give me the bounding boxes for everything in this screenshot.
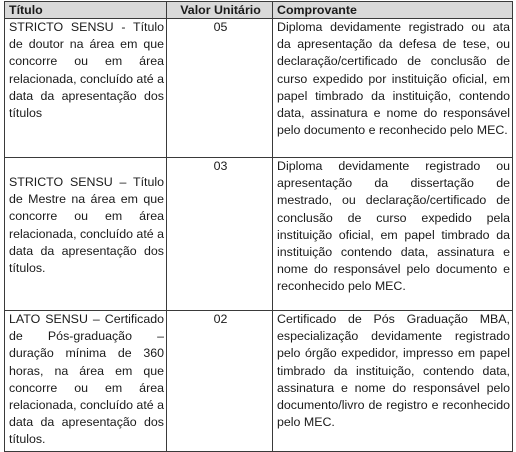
header-comprovante: Comprovante (273, 2, 513, 19)
row-titulo: LATO SENSU – Certificado de Pós-graduação – duração mínima de 360 horas, na área em que concorre ou em área relacionada, concluído até a data da apresentação dos títulos. (5, 311, 167, 452)
row-comprovante: Diploma devidamente registrado ou apresentação da dissertação de mestrado, ou declaração/certificado de conclusão de curso expedido pela instituição oficial, em papel timbrado da instituição contendo data, assinatura e nome do responsável pelo documento e reconhecido pelo MEC. (273, 158, 513, 311)
row-comprovante: Certificado de Pós Graduação MBA, especialização devidamente registrado pelo órgão expedidor, impresso em papel timbrado da instituição, contendo data, assinatura e nome do responsável pelo documento/livro de registro e reconhecido pelo MEC. (273, 311, 513, 452)
table-row (5, 311, 513, 452)
table-header-row (5, 2, 513, 19)
row-titulo: STRICTO SENSU - Título de doutor na área em que concorre ou em área relacionada, concluído até a data da apresentação dos títulos (5, 19, 167, 158)
header-valor-unitario: Valor Unitário (167, 2, 273, 19)
table-row (5, 19, 513, 158)
titles-table (4, 1, 513, 452)
row-valor: 02 (167, 311, 273, 452)
table-row (5, 158, 513, 311)
header-titulo: Título (5, 2, 167, 19)
row-titulo: STRICTO SENSU – Título de Mestre na área em que concorre ou em área relacionada, concluído até a data da apresentação dos títulos. (5, 158, 167, 311)
row-valor: 03 (167, 158, 273, 311)
row-comprovante: Diploma devidamente registrado ou ata da apresentação da defesa de tese, ou declaração/certificado de conclusão de curso expedido por instituição oficial, em papel timbrado da instituição, contendo data, assinatura e nome do responsável pelo documento e reconhecido pelo MEC. (273, 19, 513, 158)
row-valor: 05 (167, 19, 273, 158)
